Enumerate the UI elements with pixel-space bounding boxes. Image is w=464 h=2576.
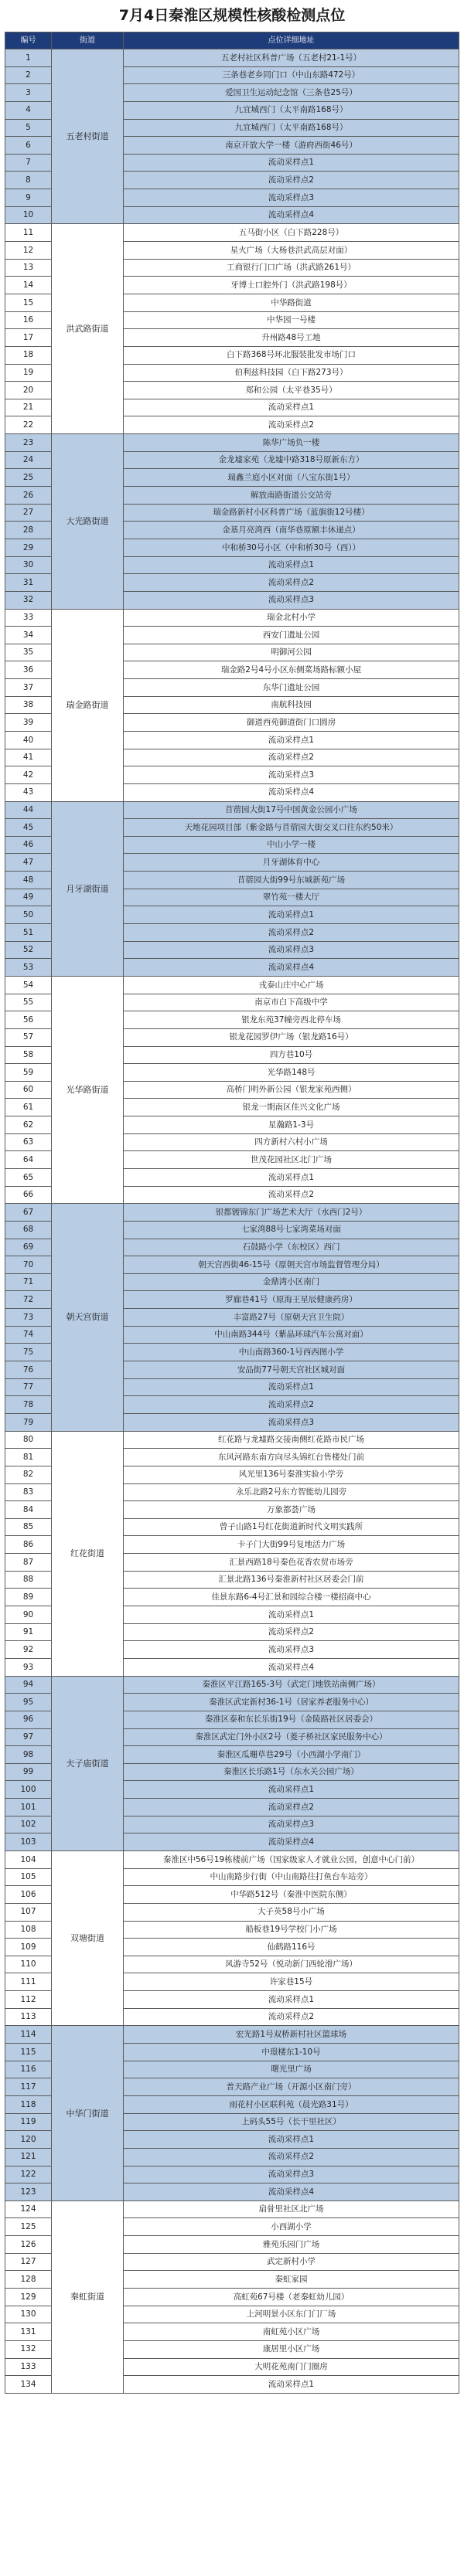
row-number: 87 bbox=[5, 1554, 52, 1572]
site-address: 秦淮区武定门外小区2号（菱子桥社区家民服务中心） bbox=[124, 1728, 459, 1746]
header-street: 街道 bbox=[52, 32, 124, 49]
site-address: 普天路产业广场（开源小区南门旁） bbox=[124, 2078, 459, 2096]
row-number: 132 bbox=[5, 2340, 52, 2358]
site-address: 银龙一期南区佳兴文化广场 bbox=[124, 1099, 459, 1116]
row-number: 11 bbox=[5, 224, 52, 242]
site-address: 南虹苑小区广场 bbox=[124, 2323, 459, 2341]
row-number: 40 bbox=[5, 731, 52, 749]
site-address: 中华路512号（秦淮中医院东侧） bbox=[124, 1886, 459, 1904]
site-address: 南京开放大学一楼（游府西街46号） bbox=[124, 137, 459, 155]
site-address: 南京市白下高级中学 bbox=[124, 994, 459, 1011]
row-number: 112 bbox=[5, 1991, 52, 2009]
row-number: 35 bbox=[5, 644, 52, 661]
row-number: 121 bbox=[5, 2148, 52, 2166]
row-number: 56 bbox=[5, 1011, 52, 1029]
row-number: 84 bbox=[5, 1501, 52, 1519]
site-address: 流动采样点2 bbox=[124, 1799, 459, 1816]
row-number: 38 bbox=[5, 696, 52, 714]
site-address: 流动采样点3 bbox=[124, 941, 459, 959]
row-number: 53 bbox=[5, 959, 52, 977]
site-address: 戎泰山庄中心广场 bbox=[124, 976, 459, 994]
site-address: 苜蓿园大街17号中国黄金公园小广场 bbox=[124, 801, 459, 819]
site-address: 秦淮区瓜珊草巷29号（小西湖小学南门） bbox=[124, 1746, 459, 1764]
site-address: 高虹苑67号楼（老秦虹幼儿园） bbox=[124, 2289, 459, 2306]
street-cell: 双塘街道 bbox=[52, 1850, 124, 2025]
site-address: 流动采样点3 bbox=[124, 1413, 459, 1431]
row-number: 130 bbox=[5, 2306, 52, 2323]
row-number: 91 bbox=[5, 1623, 52, 1641]
site-address: 南航科技园 bbox=[124, 696, 459, 714]
row-number: 10 bbox=[5, 206, 52, 224]
site-address: 九宜城西门（太平南路168号） bbox=[124, 119, 459, 137]
row-number: 5 bbox=[5, 119, 52, 137]
row-number: 128 bbox=[5, 2271, 52, 2289]
row-number: 82 bbox=[5, 1466, 52, 1483]
row-number: 30 bbox=[5, 556, 52, 574]
table-row bbox=[5, 49, 459, 67]
site-address: 曙光里广场 bbox=[124, 2061, 459, 2078]
row-number: 41 bbox=[5, 749, 52, 766]
table-body bbox=[5, 49, 459, 2394]
row-number: 95 bbox=[5, 1694, 52, 1711]
table-row bbox=[5, 434, 459, 452]
site-address: 星瀚路1-3号 bbox=[124, 1116, 459, 1134]
site-address: 流动采样点2 bbox=[124, 416, 459, 434]
row-number: 12 bbox=[5, 242, 52, 260]
row-number: 102 bbox=[5, 1816, 52, 1833]
row-number: 8 bbox=[5, 172, 52, 189]
site-address: 光华路148号 bbox=[124, 1064, 459, 1082]
row-number: 88 bbox=[5, 1571, 52, 1589]
row-number: 44 bbox=[5, 801, 52, 819]
site-address: 流动采样点1 bbox=[124, 731, 459, 749]
table-row bbox=[5, 801, 459, 819]
row-number: 13 bbox=[5, 259, 52, 277]
row-number: 54 bbox=[5, 976, 52, 994]
street-cell: 光华路街道 bbox=[52, 976, 124, 1203]
site-address: 陈华广场负一楼 bbox=[124, 434, 459, 452]
site-address: 中和桥30号小区（中和桥30号（西）） bbox=[124, 539, 459, 556]
row-number: 98 bbox=[5, 1746, 52, 1764]
site-address: 流动采样点4 bbox=[124, 1833, 459, 1851]
site-address: 工商银行门口广场（洪武路261号） bbox=[124, 259, 459, 277]
row-number: 124 bbox=[5, 2200, 52, 2218]
site-address: 秦虹家园 bbox=[124, 2271, 459, 2289]
site-address: 红花路与龙墟路交接南侧红花路市民广场 bbox=[124, 1431, 459, 1449]
site-address: 月牙湖体育中心 bbox=[124, 854, 459, 872]
row-number: 51 bbox=[5, 924, 52, 942]
row-number: 43 bbox=[5, 783, 52, 801]
site-address: 流动采样点2 bbox=[124, 1623, 459, 1641]
row-number: 58 bbox=[5, 1046, 52, 1064]
site-address: 银都镀锦东门广场艺术大厅（水西门2号） bbox=[124, 1204, 459, 1222]
row-number: 94 bbox=[5, 1676, 52, 1694]
site-address: 白下路368号环北服装批发市场门口 bbox=[124, 346, 459, 364]
row-number: 72 bbox=[5, 1291, 52, 1309]
row-number: 2 bbox=[5, 66, 52, 84]
site-address: 流动采样点1 bbox=[124, 2131, 459, 2149]
table-row bbox=[5, 2200, 459, 2218]
row-number: 52 bbox=[5, 941, 52, 959]
site-address: 流动采样点4 bbox=[124, 206, 459, 224]
row-number: 90 bbox=[5, 1606, 52, 1624]
table-row bbox=[5, 609, 459, 627]
table-row bbox=[5, 1676, 459, 1694]
row-number: 107 bbox=[5, 1903, 52, 1921]
row-number: 134 bbox=[5, 2376, 52, 2394]
row-number: 75 bbox=[5, 1344, 52, 1361]
row-number: 105 bbox=[5, 1868, 52, 1886]
site-address: 中山南路360-1号西西图小学 bbox=[124, 1344, 459, 1361]
site-address: 伯利兹科技园（白下路273号） bbox=[124, 364, 459, 382]
page-title: 7月4日秦淮区规模性核酸检测点位 bbox=[118, 7, 346, 24]
site-address: 大子英58号小广场 bbox=[124, 1903, 459, 1921]
site-address: 卡子门大街99号复地活力广场 bbox=[124, 1536, 459, 1554]
row-number: 23 bbox=[5, 434, 52, 452]
row-number: 71 bbox=[5, 1273, 52, 1291]
street-cell: 五老村街道 bbox=[52, 49, 124, 224]
site-address: 永乐北路2号东方智能幼儿园旁 bbox=[124, 1483, 459, 1501]
site-address: 东华门遗址公园 bbox=[124, 679, 459, 697]
site-address: 爱国卫生运动纪念馆（三条巷25号） bbox=[124, 84, 459, 102]
site-address: 流动采样点4 bbox=[124, 2183, 459, 2201]
row-number: 76 bbox=[5, 1361, 52, 1379]
row-number: 120 bbox=[5, 2131, 52, 2149]
row-number: 32 bbox=[5, 591, 52, 609]
row-number: 122 bbox=[5, 2166, 52, 2183]
site-address: 流动采样点4 bbox=[124, 1658, 459, 1676]
row-number: 97 bbox=[5, 1728, 52, 1746]
street-cell: 朝天宫街道 bbox=[52, 1204, 124, 1431]
table-row bbox=[5, 1204, 459, 1222]
site-address: 流动采样点2 bbox=[124, 1396, 459, 1414]
table-header-row bbox=[5, 32, 459, 49]
site-address: 五马街小区（白下路228号） bbox=[124, 224, 459, 242]
site-address: 流动采样点1 bbox=[124, 2376, 459, 2394]
row-number: 125 bbox=[5, 2218, 52, 2236]
row-number: 49 bbox=[5, 889, 52, 906]
site-address: 明御河公园 bbox=[124, 644, 459, 661]
row-number: 50 bbox=[5, 906, 52, 924]
row-number: 24 bbox=[5, 451, 52, 469]
site-address: 流动采样点1 bbox=[124, 399, 459, 416]
site-address: 东风河路东南方向尽头锦红台售楼处门前 bbox=[124, 1449, 459, 1466]
site-address: 苜蓿园大街99号东城新苑广场 bbox=[124, 872, 459, 889]
site-address: 武定新村小学 bbox=[124, 2253, 459, 2271]
site-address: 郑和公园（太平巷35号） bbox=[124, 382, 459, 399]
site-address: 流动采样点3 bbox=[124, 1641, 459, 1659]
row-number: 21 bbox=[5, 399, 52, 416]
row-number: 70 bbox=[5, 1256, 52, 1274]
site-address: 银龙花园罗伊广场（银龙路16号） bbox=[124, 1028, 459, 1046]
row-number: 28 bbox=[5, 522, 52, 539]
row-number: 78 bbox=[5, 1396, 52, 1414]
site-address: 曾子山路1号红花街道新时代文明实践所 bbox=[124, 1518, 459, 1536]
street-cell: 瑞金路街道 bbox=[52, 609, 124, 801]
site-address: 御道西苑御道街门口圆房 bbox=[124, 714, 459, 732]
row-number: 22 bbox=[5, 416, 52, 434]
row-number: 126 bbox=[5, 2236, 52, 2254]
row-number: 74 bbox=[5, 1326, 52, 1344]
site-address: 瑞金路新村小区科普广场（蓝旗街12号楼） bbox=[124, 504, 459, 522]
row-number: 25 bbox=[5, 469, 52, 487]
row-number: 34 bbox=[5, 627, 52, 644]
site-address: 风光里136号秦淮实验小学旁 bbox=[124, 1466, 459, 1483]
site-address: 中山小学一楼 bbox=[124, 836, 459, 854]
site-address: 雅苑乐园门广场 bbox=[124, 2236, 459, 2254]
row-number: 59 bbox=[5, 1064, 52, 1082]
site-address: 中山南路步行街（中山南路往打鱼台车站旁） bbox=[124, 1868, 459, 1886]
site-address: 流动采样点1 bbox=[124, 1606, 459, 1624]
row-number: 131 bbox=[5, 2323, 52, 2341]
row-number: 36 bbox=[5, 661, 52, 679]
site-address: 流动采样点2 bbox=[124, 574, 459, 592]
site-address: 扇骨里社区北广场 bbox=[124, 2200, 459, 2218]
site-address: 石鼓路小学（东校区）西门 bbox=[124, 1239, 459, 1256]
site-address: 流动采样点2 bbox=[124, 924, 459, 942]
site-address: 瑞金路2号4号小区东侧菜场路标额小屋 bbox=[124, 661, 459, 679]
table-row bbox=[5, 1850, 459, 1868]
row-number: 27 bbox=[5, 504, 52, 522]
row-number: 111 bbox=[5, 1973, 52, 1991]
site-address: 安品街77号朝天宫社区城对面 bbox=[124, 1361, 459, 1379]
row-number: 106 bbox=[5, 1886, 52, 1904]
row-number: 114 bbox=[5, 2026, 52, 2044]
row-number: 103 bbox=[5, 1833, 52, 1851]
table-row bbox=[5, 224, 459, 242]
row-number: 86 bbox=[5, 1536, 52, 1554]
site-address: 四方巷10号 bbox=[124, 1046, 459, 1064]
row-number: 83 bbox=[5, 1483, 52, 1501]
site-address: 上河明景小区东门门厂场 bbox=[124, 2306, 459, 2323]
row-number: 116 bbox=[5, 2061, 52, 2078]
site-address: 流动采样点3 bbox=[124, 189, 459, 207]
site-address: 佳景东路6-4号汇景和园综合楼一楼招商中心 bbox=[124, 1589, 459, 1606]
site-address: 流动采样点3 bbox=[124, 1816, 459, 1833]
row-number: 85 bbox=[5, 1518, 52, 1536]
row-number: 69 bbox=[5, 1239, 52, 1256]
row-number: 77 bbox=[5, 1378, 52, 1396]
row-number: 4 bbox=[5, 101, 52, 119]
row-number: 80 bbox=[5, 1431, 52, 1449]
site-address: 流动采样点2 bbox=[124, 2008, 459, 2026]
site-address: 流动采样点2 bbox=[124, 1186, 459, 1204]
row-number: 20 bbox=[5, 382, 52, 399]
site-address: 流动采样点1 bbox=[124, 1781, 459, 1799]
row-number: 15 bbox=[5, 294, 52, 311]
row-number: 127 bbox=[5, 2253, 52, 2271]
table-row bbox=[5, 976, 459, 994]
row-number: 123 bbox=[5, 2183, 52, 2201]
row-number: 37 bbox=[5, 679, 52, 697]
site-address: 解放南路街道公交站旁 bbox=[124, 487, 459, 505]
row-number: 61 bbox=[5, 1099, 52, 1116]
row-number: 7 bbox=[5, 154, 52, 172]
row-number: 81 bbox=[5, 1449, 52, 1466]
street-cell: 洪武路街道 bbox=[52, 224, 124, 434]
row-number: 118 bbox=[5, 2095, 52, 2113]
site-address: 九宜城西门（太平南路168号） bbox=[124, 101, 459, 119]
site-address: 流动采样点2 bbox=[124, 2148, 459, 2166]
street-cell: 中华门街道 bbox=[52, 2026, 124, 2200]
site-address: 流动采样点1 bbox=[124, 906, 459, 924]
site-address: 瑞金北村小学 bbox=[124, 609, 459, 627]
row-number: 66 bbox=[5, 1186, 52, 1204]
row-number: 65 bbox=[5, 1169, 52, 1187]
row-number: 26 bbox=[5, 487, 52, 505]
row-number: 47 bbox=[5, 854, 52, 872]
site-address: 风游寺52号（悦动新门西轮滑广场） bbox=[124, 1956, 459, 1973]
table-row bbox=[5, 2026, 459, 2044]
header-site: 点位详细地址 bbox=[124, 32, 459, 49]
site-address: 仙鹤路116号 bbox=[124, 1939, 459, 1956]
site-address: 流动采样点1 bbox=[124, 1991, 459, 2009]
site-address: 流动采样点3 bbox=[124, 2166, 459, 2183]
row-number: 62 bbox=[5, 1116, 52, 1134]
site-address: 天地花园项目部（紫金路与苜蓿园大街交叉口往东约50米） bbox=[124, 819, 459, 837]
row-number: 92 bbox=[5, 1641, 52, 1659]
site-address: 秦淮区长乐路1号（东水关公园广场） bbox=[124, 1763, 459, 1781]
row-number: 133 bbox=[5, 2358, 52, 2376]
site-address: 上码头55号（长干里社区） bbox=[124, 2113, 459, 2131]
row-number: 113 bbox=[5, 2008, 52, 2026]
site-address: 丰富路27号（原朝天宫卫生院） bbox=[124, 1309, 459, 1327]
row-number: 46 bbox=[5, 836, 52, 854]
row-number: 104 bbox=[5, 1850, 52, 1868]
row-number: 1 bbox=[5, 49, 52, 67]
site-address: 罗廊巷41号（原海王星辰健康药房） bbox=[124, 1291, 459, 1309]
street-cell: 红花街道 bbox=[52, 1431, 124, 1676]
site-address: 五老村社区科普广场（五老村21-1号） bbox=[124, 49, 459, 67]
row-number: 3 bbox=[5, 84, 52, 102]
site-address: 金龙墟家苑（龙墟中路318号原新东方） bbox=[124, 451, 459, 469]
row-number: 73 bbox=[5, 1309, 52, 1327]
row-number: 9 bbox=[5, 189, 52, 207]
site-address: 小西湖小学 bbox=[124, 2218, 459, 2236]
row-number: 19 bbox=[5, 364, 52, 382]
row-number: 64 bbox=[5, 1151, 52, 1169]
site-address: 汇景北路136号秦淮新村社区居委会门前 bbox=[124, 1571, 459, 1589]
site-address: 流动采样点4 bbox=[124, 959, 459, 977]
row-number: 109 bbox=[5, 1939, 52, 1956]
row-number: 14 bbox=[5, 277, 52, 294]
header-number: 编号 bbox=[5, 32, 52, 49]
row-number: 45 bbox=[5, 819, 52, 837]
site-address: 三条巷老乡同门口（中山东路472号） bbox=[124, 66, 459, 84]
site-address: 中山南路344号（紫晶环球汽车公寓对面） bbox=[124, 1326, 459, 1344]
row-number: 42 bbox=[5, 766, 52, 784]
site-address: 西安门遗址公园 bbox=[124, 627, 459, 644]
table-row bbox=[5, 1431, 459, 1449]
site-address: 中华园一号楼 bbox=[124, 311, 459, 329]
site-address: 世茂花园社区北门广场 bbox=[124, 1151, 459, 1169]
row-number: 48 bbox=[5, 872, 52, 889]
site-address: 流动采样点2 bbox=[124, 172, 459, 189]
site-address: 牙博士口腔外门（洪武路198号） bbox=[124, 277, 459, 294]
site-address: 升州路48号工地 bbox=[124, 329, 459, 347]
site-address: 翠竹苑一楼大厅 bbox=[124, 889, 459, 906]
site-address: 流动采样点1 bbox=[124, 556, 459, 574]
site-address: 汇景西路18号秦色花香农贸市场旁 bbox=[124, 1554, 459, 1572]
site-address: 流动采样点3 bbox=[124, 591, 459, 609]
row-number: 68 bbox=[5, 1221, 52, 1239]
site-address: 雨花村小区联科苑（晨光路31号） bbox=[124, 2095, 459, 2113]
site-address: 流动采样点1 bbox=[124, 1378, 459, 1396]
site-address: 流动采样点3 bbox=[124, 766, 459, 784]
row-number: 16 bbox=[5, 311, 52, 329]
site-address: 高桥门明外新公园（银龙家苑西侧） bbox=[124, 1081, 459, 1099]
row-number: 18 bbox=[5, 346, 52, 364]
row-number: 115 bbox=[5, 2044, 52, 2061]
site-address: 船板巷19号学校门小广场 bbox=[124, 1921, 459, 1939]
row-number: 99 bbox=[5, 1763, 52, 1781]
site-address: 秦淮区泰和东长乐街19号（金陵路社区居委会） bbox=[124, 1711, 459, 1728]
site-address: 万象都荟广场 bbox=[124, 1501, 459, 1519]
site-address: 七家湾88号七家湾菜场对面 bbox=[124, 1221, 459, 1239]
row-number: 6 bbox=[5, 137, 52, 155]
site-address: 瑞鑫兰庭小区对面（八宝东街1号） bbox=[124, 469, 459, 487]
site-address: 康居里小区广场 bbox=[124, 2340, 459, 2358]
row-number: 63 bbox=[5, 1133, 52, 1151]
row-number: 29 bbox=[5, 539, 52, 556]
site-address: 流动采样点4 bbox=[124, 783, 459, 801]
row-number: 39 bbox=[5, 714, 52, 732]
site-address: 秦淮区平江路165-3号（武定门地铁站南侧广场） bbox=[124, 1676, 459, 1694]
row-number: 117 bbox=[5, 2078, 52, 2096]
row-number: 93 bbox=[5, 1658, 52, 1676]
row-number: 33 bbox=[5, 609, 52, 627]
row-number: 89 bbox=[5, 1589, 52, 1606]
site-address: 中璟楼东1-10号 bbox=[124, 2044, 459, 2061]
site-address: 流动采样点1 bbox=[124, 1169, 459, 1187]
site-address: 朝天宫西街46-15号（原朝天宫市场监督管理分局） bbox=[124, 1256, 459, 1274]
row-number: 129 bbox=[5, 2289, 52, 2306]
row-number: 55 bbox=[5, 994, 52, 1011]
row-number: 60 bbox=[5, 1081, 52, 1099]
site-address: 中华路街道 bbox=[124, 294, 459, 311]
row-number: 79 bbox=[5, 1413, 52, 1431]
testing-site-table bbox=[5, 32, 459, 2394]
row-number: 108 bbox=[5, 1921, 52, 1939]
row-number: 17 bbox=[5, 329, 52, 347]
row-number: 119 bbox=[5, 2113, 52, 2131]
site-address: 流动采样点1 bbox=[124, 154, 459, 172]
site-address: 宏光路1号双桥新村社区篮球场 bbox=[124, 2026, 459, 2044]
row-number: 110 bbox=[5, 1956, 52, 1973]
row-number: 31 bbox=[5, 574, 52, 592]
site-address: 秦淮区中56号19栋楼前广场（国家级家人才就业公园，创意中心门前） bbox=[124, 1850, 459, 1868]
site-address: 金鼎湾小区南门 bbox=[124, 1273, 459, 1291]
row-number: 57 bbox=[5, 1028, 52, 1046]
street-cell: 秦虹街道 bbox=[52, 2200, 124, 2393]
street-cell: 夫子庙街道 bbox=[52, 1676, 124, 1850]
row-number: 101 bbox=[5, 1799, 52, 1816]
street-cell: 月牙湖街道 bbox=[52, 801, 124, 976]
site-address: 秦淮区武定新村36-1号（居家养老服务中心） bbox=[124, 1694, 459, 1711]
site-address: 许家巷15号 bbox=[124, 1973, 459, 1991]
street-cell: 大光路街道 bbox=[52, 434, 124, 609]
site-address: 流动采样点2 bbox=[124, 749, 459, 766]
site-address: 银龙东苑37幢旁西北停车场 bbox=[124, 1011, 459, 1029]
site-address: 星火广场（大杨巷洪武高层对面） bbox=[124, 242, 459, 260]
row-number: 96 bbox=[5, 1711, 52, 1728]
site-address: 金基月亮湾西（南华巷原额丰休递点） bbox=[124, 522, 459, 539]
row-number: 100 bbox=[5, 1781, 52, 1799]
site-address: 四方新村六村小广场 bbox=[124, 1133, 459, 1151]
site-address: 大明花苑南门门圈房 bbox=[124, 2358, 459, 2376]
row-number: 67 bbox=[5, 1204, 52, 1222]
